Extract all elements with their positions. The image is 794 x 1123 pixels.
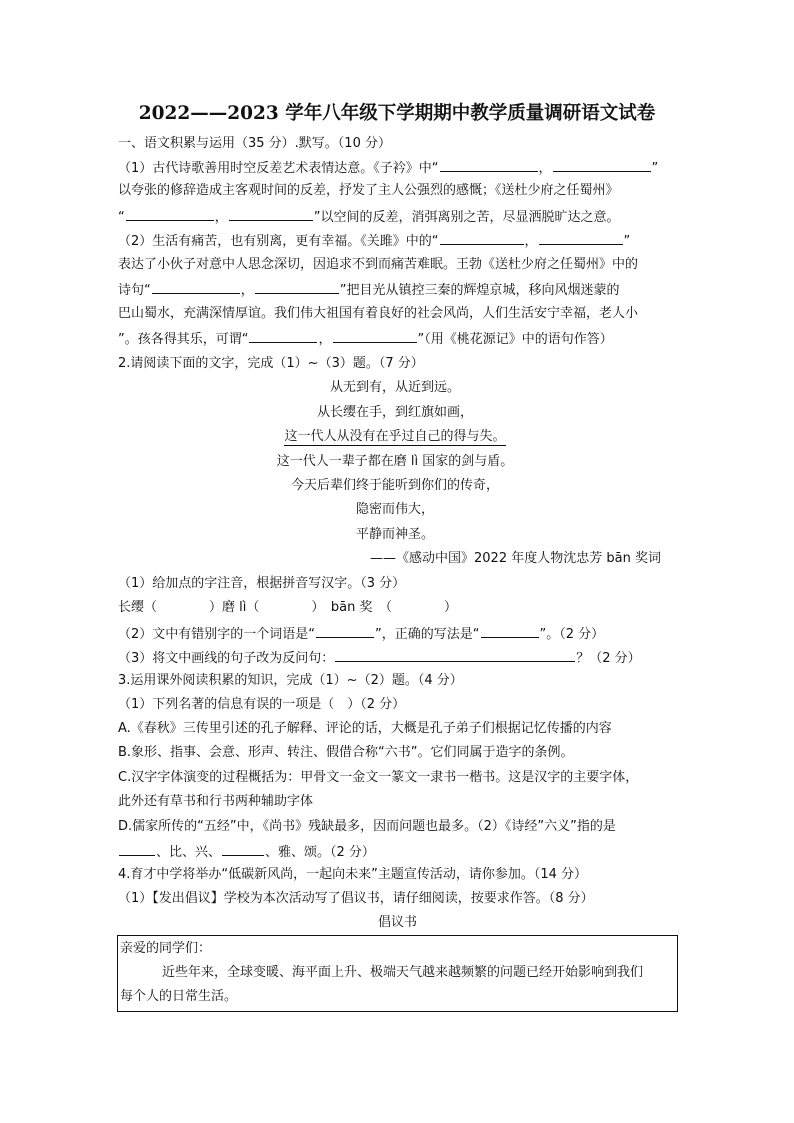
answer-blank[interactable] [255, 280, 339, 294]
proposal-body: 近些年来，全球变暖、海平面上升、极端天气越来越频繁的问题已经开始影响到我们 [162, 965, 644, 980]
poem-line: 隐密而伟大， [355, 502, 434, 517]
text-segment: （1）古代诗歌善用时空反差艺术表情达意。《子衿》中“ [118, 161, 439, 176]
proposal-body: 每个人的日常生活。 [120, 989, 238, 1004]
sub-question [118, 648, 641, 668]
answer-blank[interactable] [481, 624, 539, 638]
proposal-greeting: 亲爱的同学们： [120, 941, 212, 956]
question-line [118, 280, 620, 300]
sub-question: （1）【发出倡议】学校为本次活动写了倡议书，请仔细阅读，按要求作答。（8 分） [118, 891, 594, 906]
answer-blank[interactable] [249, 329, 317, 343]
sub-question-fill: 长缨（ ）磨 lì（ ） bān 奖 （ ） [118, 600, 457, 615]
proposal-box [117, 935, 678, 1012]
option-c-continued: 此外还有草书和行书两种辅助字体 [118, 794, 314, 809]
text-segment: 、比、兴、 [156, 845, 222, 860]
text-segment: ”。（2 分） [539, 627, 605, 642]
text-segment: （2）生活有痛苦，也有别离，更有幸福。《关雎》中的“ [118, 234, 439, 249]
question-line: 以夸张的修辞造成主客观时间的反差，抒发了主人公强烈的感慨；《送杜少府之任蜀州》 [118, 183, 619, 198]
text-segment: ， [524, 234, 538, 249]
option-a: A.《春秋》三传里引述的孔子解释、评论的话，大概是孔子弟子们根据记忆传播的内容 [118, 721, 612, 736]
text-segment: ” [623, 234, 631, 249]
answer-blank[interactable] [126, 207, 214, 221]
answer-blank[interactable] [222, 842, 264, 856]
text-segment: ， [240, 283, 254, 298]
question-line [118, 207, 620, 227]
question-line [118, 158, 658, 178]
option-c: C.汉字字体演变的过程概括为：甲骨文一金文一篆文一隶书一楷书。这是汉字的主要字体， [118, 770, 639, 785]
answer-blank[interactable] [440, 158, 538, 172]
question-line: 表达了小伙子对意中人思念深切，因追求不到而痛苦难眠。王勃《送杜少府之任蜀州》中的 [118, 257, 639, 272]
question-line: 巴山蜀水，充满深情厚谊。我们伟大祖国有着良好的社会风尚，人们生活安宁幸福，老人小 [118, 306, 639, 321]
answer-blank[interactable] [539, 231, 623, 245]
question-heading: 4.育才中学将举办“低碳新风尚，一起向未来”主题宣传活动，请你参加。（14 分） [118, 867, 588, 882]
text-segment: ”。孩各得其乐，可谓“ [118, 332, 249, 347]
sub-question: （1）给加点的字注音，根据拼音写汉字。（3 分） [118, 576, 406, 591]
text-segment: （2）文中有错别字的一个词语是“ [118, 627, 316, 642]
question-heading: 3.运用课外阅读积累的知识，完成（1）~（2）题。（4 分） [118, 673, 463, 688]
question-line [118, 329, 613, 349]
poem-line-underlined [180, 428, 610, 446]
answer-blank[interactable] [316, 624, 374, 638]
poem-source: ——《感动中国》2022 年度人物沈忠芳 bān 奖词 [370, 551, 661, 566]
text-segment: ”以空间的反差，消弭离别之苦，尽显洒脱旷达之意。 [313, 210, 620, 225]
text-segment: ？（2 分） [576, 651, 641, 666]
underlined-sentence: 这一代人从没有在乎过自己的得与失。 [284, 429, 506, 444]
question-heading: 2.请阅读下面的文字，完成（1）~（3）题。（7 分） [118, 356, 424, 371]
sub-question [118, 624, 604, 644]
poem-line: 从长缨在手，到红旗如画， [316, 405, 473, 420]
text-segment: “ [118, 210, 125, 225]
text-segment: 、雅、颂。（2 分） [265, 845, 375, 860]
text-segment: 诗句“ [118, 283, 151, 298]
page-title: 2022——2023 学年八年级下学期期中教学质量调研语文试卷 [138, 103, 656, 124]
answer-blank[interactable] [553, 158, 651, 172]
poem-line: 这一代人一辈子都在磨 lì 国家的剑与盾。 [276, 454, 514, 469]
text-segment: ”（用《桃花源记》中的语句作答） [417, 332, 613, 347]
text-segment: ， [538, 161, 552, 176]
sub-question [118, 842, 375, 862]
text-segment: ” [651, 161, 659, 176]
text-segment: ”把目光从镇控三秦的辉煌京城，移向风烟迷蒙的 [339, 283, 620, 298]
option-b: B.象形、指事、会意、形声、转注、假借合称“六书”。它们同属于造字的条例。 [118, 745, 574, 760]
answer-blank[interactable] [229, 207, 313, 221]
sub-question: （1）下列名著的信息有误的一项是（ ）（2 分） [118, 697, 406, 712]
answer-blank[interactable] [335, 648, 575, 662]
answer-blank[interactable] [333, 329, 417, 343]
poem-line: 从无到有，从近到远。 [329, 380, 460, 395]
option-d: D.儒家所传的“五经”中，《尚书》残缺最多，因而问题也最多。（2）《诗经”六义”指的是 [118, 819, 616, 834]
text-segment: ”，正确的写法是“ [375, 627, 480, 642]
text-segment: （3）将文中画线的句子改为反问句： [118, 651, 335, 666]
answer-blank[interactable] [440, 231, 524, 245]
poem-line: 平静而神圣。 [355, 527, 434, 542]
text-segment: ， [318, 332, 332, 347]
question-line [118, 231, 630, 251]
answer-blank[interactable] [119, 842, 155, 856]
answer-blank[interactable] [152, 280, 240, 294]
poem-line: 今天后辈们终于能听到你们的传奇， [290, 478, 499, 493]
text-segment: ， [214, 210, 228, 225]
proposal-title: 倡议书 [377, 915, 417, 930]
section-heading: 一、语文积累与运用（35 分）.默写。（10 分） [118, 136, 391, 151]
